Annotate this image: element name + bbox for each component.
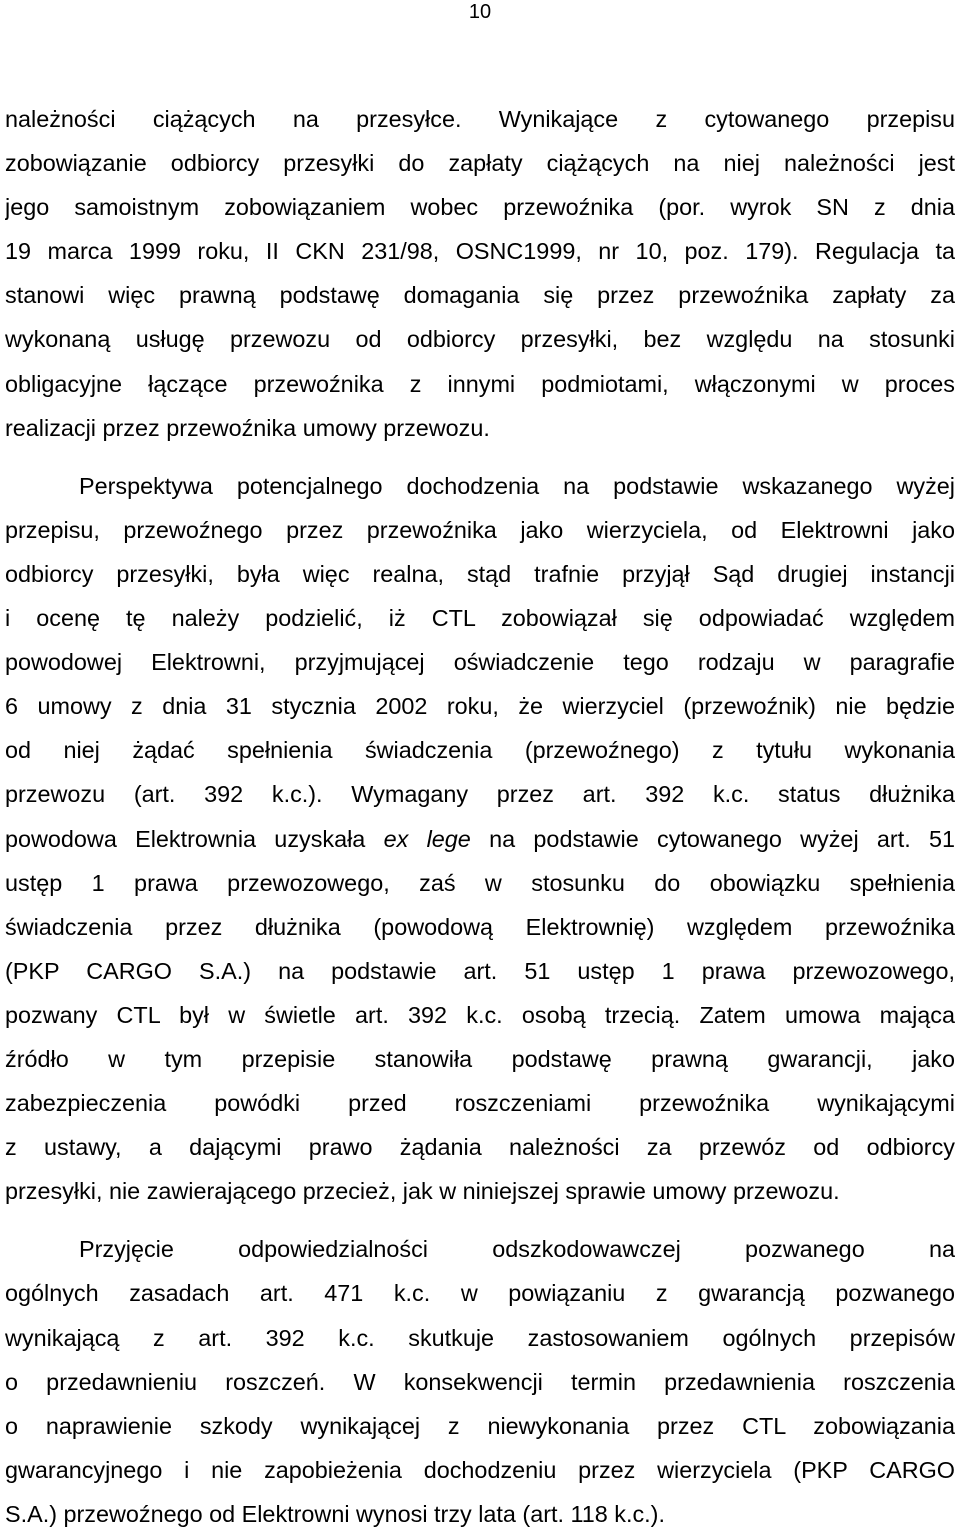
text-line: realizacji przez przewoźnika umowy przewozu. (5, 414, 490, 441)
text-line: od niej żądać spełnienia świadczenia (przewoźnego) z tytułu wykonania (5, 737, 955, 764)
text-line: zabezpieczenia powódki przed roszczeniami przewoźnika wynikającymi (5, 1090, 955, 1117)
paragraph-1 (5, 97, 955, 450)
text-line: powodowej Elektrowni, przyjmującej oświadczenie tego rodzaju w paragrafie (5, 649, 955, 676)
text-line: Przyjęcie odpowiedzialności odszkodowawczej pozwanego na (79, 1236, 955, 1263)
text-line: o przedawnieniu roszczeń. W konsekwencji termin przedawnienia roszczenia (5, 1368, 955, 1395)
document-body (5, 97, 955, 1536)
text-line: przesyłki, nie zawierającego przecież, jak w niniejszej sprawie umowy przewozu. (5, 1178, 840, 1205)
page-number: 10 (468, 1, 492, 23)
text-segment: powodowa Elektrownia uzyskała (5, 825, 366, 852)
paragraph-2 (5, 464, 955, 1214)
text-line: wynikającą z art. 392 k.c. skutkuje zastosowaniem ogólnych przepisów (5, 1324, 955, 1351)
text-line: o naprawienie szkody wynikającej z niewykonania przez CTL zobowiązania (5, 1412, 955, 1439)
paragraph-spacer (5, 450, 955, 464)
text-line: 19 marca 1999 roku, II CKN 231/98, OSNC1999, nr 10, poz. 179). Regulacja ta (5, 238, 955, 265)
text-line: gwarancyjnego i nie zapobieżenia dochodzeniu przez wierzyciela (PKP CARGO (5, 1456, 955, 1483)
text-line: przewozu (art. 392 k.c.). Wymagany przez art. 392 k.c. status dłużnika (5, 781, 955, 808)
text-line: i ocenę tę należy podzielić, iż CTL zobowiązał się odpowiadać względem (5, 605, 955, 632)
text-line: (PKP CARGO S.A.) na podstawie art. 51 ustęp 1 prawa przewozowego, (5, 957, 955, 984)
text-segment: na podstawie cytowanego wyżej art. 51 (489, 825, 955, 852)
text-line: należności ciążących na przesyłce. Wynikające z cytowanego przepisu (5, 106, 955, 132)
paragraph-spacer (5, 1213, 955, 1227)
paragraph-3 (5, 1227, 955, 1536)
text-line-with-italic (5, 817, 955, 861)
text-line: 6 umowy z dnia 31 stycznia 2002 roku, że wierzyciel (przewoźnik) nie będzie (5, 693, 955, 720)
text-line: z ustawy, a dającymi prawo żądania należności za przewóz od odbiorcy (5, 1134, 955, 1161)
text-line: pozwany CTL był w świetle art. 392 k.c. osobą trzecią. Zatem umowa mająca (5, 1001, 955, 1028)
text-line: Perspektywa potencjalnego dochodzenia na podstawie wskazanego wyżej (79, 472, 955, 499)
text-line: ogólnych zasadach art. 471 k.c. w powiązaniu z gwarancją pozwanego (5, 1280, 955, 1307)
text-line: stanowi więc prawną podstawę domagania się przez przewoźnika zapłaty za (5, 282, 955, 309)
text-line: przepisu, przewoźnego przez przewoźnika jako wierzyciela, od Elektrowni jako (5, 516, 955, 543)
text-line: odbiorcy przesyłki, była więc realna, stąd trafnie przyjął Sąd drugiej instancji (5, 560, 955, 587)
italic-phrase: ex lege (383, 825, 471, 852)
text-line: obligacyjne łączące przewoźnika z innymi podmiotami, włączonymi w proces (5, 370, 955, 397)
text-line: jego samoistnym zobowiązaniem wobec przewoźnika (por. wyrok SN z dnia (5, 194, 955, 221)
text-line: wykonaną usługę przewozu od odbiorcy przesyłki, bez względu na stosunki (5, 326, 955, 353)
text-line: S.A.) przewoźnego od Elektrowni wynosi trzy lata (art. 118 k.c.). (5, 1500, 665, 1527)
text-line: zobowiązanie odbiorcy przesyłki do zapłaty ciążących na niej należności jest (5, 150, 955, 177)
text-line: świadczenia przez dłużnika (powodową Elektrownię) względem przewoźnika (5, 913, 955, 940)
text-line: ustęp 1 prawa przewozowego, zaś w stosunku do obowiązku spełnienia (5, 869, 955, 896)
text-line: źródło w tym przepisie stanowiła podstawę prawną gwarancji, jako (5, 1045, 955, 1072)
